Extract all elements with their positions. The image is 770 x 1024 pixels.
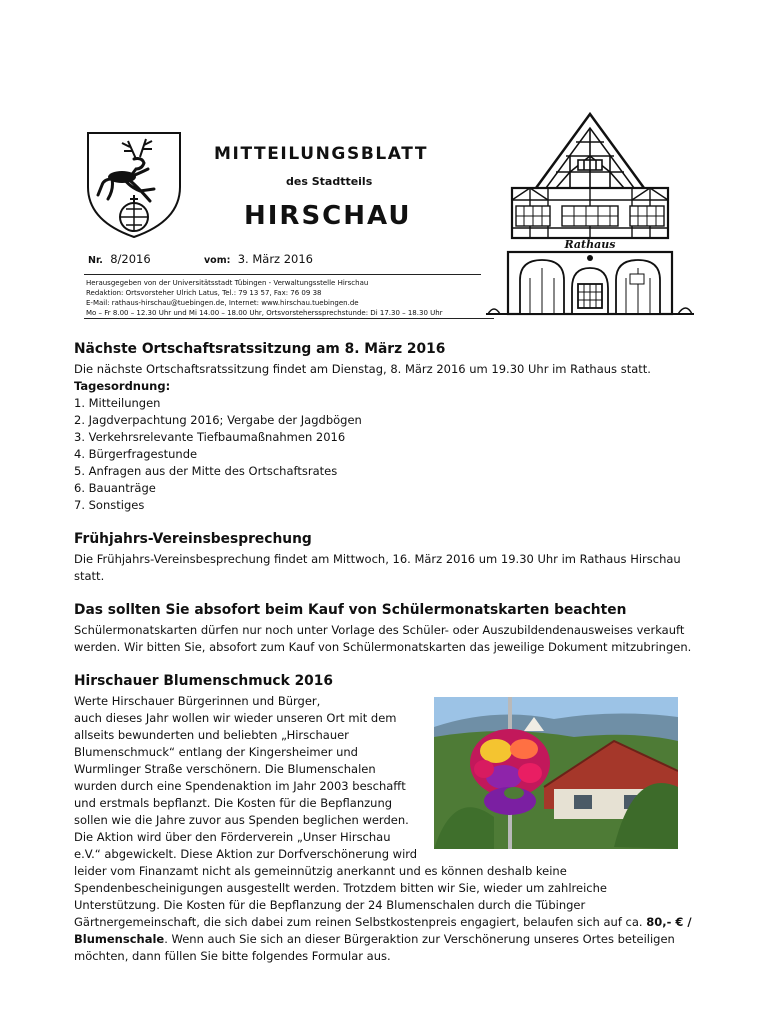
contact-line: E-Mail: rathaus-hirschau@tuebingen.de, Internet: www.hirschau.tuebingen.de [86,299,359,307]
editor-line: Redaktion: Ortsvorsteher Ulrich Latus, Tel.: 79 13 57, Fax: 76 09 38 [86,289,322,297]
newsletter-title: MITTEILUNGSBLATT [214,144,429,164]
publisher-line: Herausgegeben von der Universitätsstadt Tübingen - Verwaltungsstelle Hirschau [86,279,369,287]
student-tickets-text: Schülermonatskarten dürfen nur noch unter Vorlage des Schüler- oder Auszubildendenausweises verkauft werden. Wir bitten Sie, absofort zum Kauf von Schülermonatskarten das jeweilige Dokument mitzubringen. [74,623,692,654]
office-hours-line: Mo – Fr 8.00 – 12.30 Uhr und Mi 14.00 – 18.00 Uhr, Ortsvorsteherssprechstunde: Di 17.30 – 18.30 Uhr [86,309,443,317]
heading-council-meeting: Nächste Ortschaftsratssitzung am 8. März 2016 [74,341,446,357]
coat-of-arms-logo [84,129,184,241]
issue-number-label: Nr. [88,255,103,266]
flower-basket-photo [434,697,678,849]
section-student-tickets [74,601,694,656]
newsletter-subtitle: des Stadtteils [286,175,373,188]
issue-info [88,252,313,266]
heading-flower-decoration: Hirschauer Blumenschmuck 2016 [74,673,333,689]
agenda-item: 5. Anfragen aus der Mitte des Ortschaftsrates [74,464,338,478]
agenda-item: 4. Bürgerfragestunde [74,447,198,461]
flower-price: 80,- € / Blumenschale [74,915,692,946]
rathaus-sign: Rathaus [564,238,616,251]
agenda-item: 6. Bauanträge [74,481,156,495]
flower-greeting: Werte Hirschauer Bürgerinnen und Bürger, [74,694,321,708]
agenda-list [74,395,694,514]
article-content [74,340,694,981]
section-club-meeting [74,530,694,585]
issue-date: 3. März 2016 [237,252,314,266]
agenda-item: 7. Sonstiges [74,498,145,512]
flower-body-pre: auch dieses Jahr wollen wir wieder unseren Ort mit dem allseits bewunderten und beliebten „Hirschauer Blumenschmuck“ entlang der Kingersheimer und Wurmlinger Straße verschönern. Die Blumenschalen wurden durch eine Spendenaktion im Jahr 2003 beschafft und erstmals bepflanzt. Die Kosten für die Bepflanzung sollen wie die Jahre zuvor aus Spenden beglichen werden. Die Aktion wird über den Förderverein „Unser Hirschau e.V.“ abgewickelt. Diese Aktion zur Dorfverschönerung wird leider vom Finanzamt nicht als gemeinnützig anerkannt und es können deshalb keine Spendenbescheinigungen ausgestellt werden. Trotzdem bitten wir Sie, wieder um zahlreiche Unterstützung. Die Kosten für die Bepflanzung der 24 Blumenschalen durch die Tübinger Gärtnergemeinschaft, die sich dabei zum reinen Selbstkostenpreis engagiert, belaufen sich auf ca. [74,711,647,929]
publisher-info [86,278,486,318]
section-council-meeting [74,340,694,514]
agenda-item: 1. Mitteilungen [74,396,161,410]
heading-student-tickets: Das sollten Sie absofort beim Kauf von Schülermonatskarten beachten [74,602,627,618]
section-flower-decoration [74,672,694,965]
header-divider-bottom [84,318,494,319]
council-meeting-text: Die nächste Ortschaftsratssitzung findet am Dienstag, 8. März 2016 um 19.30 Uhr im Rathaus statt. [74,362,651,376]
rathaus-illustration [486,108,694,320]
agenda-item: 2. Jagdverpachtung 2016; Vergabe der Jagdbögen [74,413,362,427]
issue-number: 8/2016 [110,252,151,266]
header-divider-top [84,274,481,275]
club-meeting-text: Die Frühjahrs-Vereinsbesprechung findet am Mittwoch, 16. März 2016 um 19.30 Uhr im Rathaus Hirschau statt. [74,552,681,583]
agenda-item: 3. Verkehrsrelevante Tiefbaumaßnahmen 2016 [74,430,346,444]
flower-body-post: . Wenn auch Sie sich an dieser Bürgeraktion zur Verschönerung unseres Ortes beteiligen möchten, dann füllen Sie bitte folgendes Formular aus. [74,932,675,963]
heading-club-meeting: Frühjahrs-Vereinsbesprechung [74,531,312,547]
town-name: HIRSCHAU [244,201,412,231]
agenda-label: Tagesordnung: [74,379,171,393]
issue-date-label: vom: [203,255,231,266]
